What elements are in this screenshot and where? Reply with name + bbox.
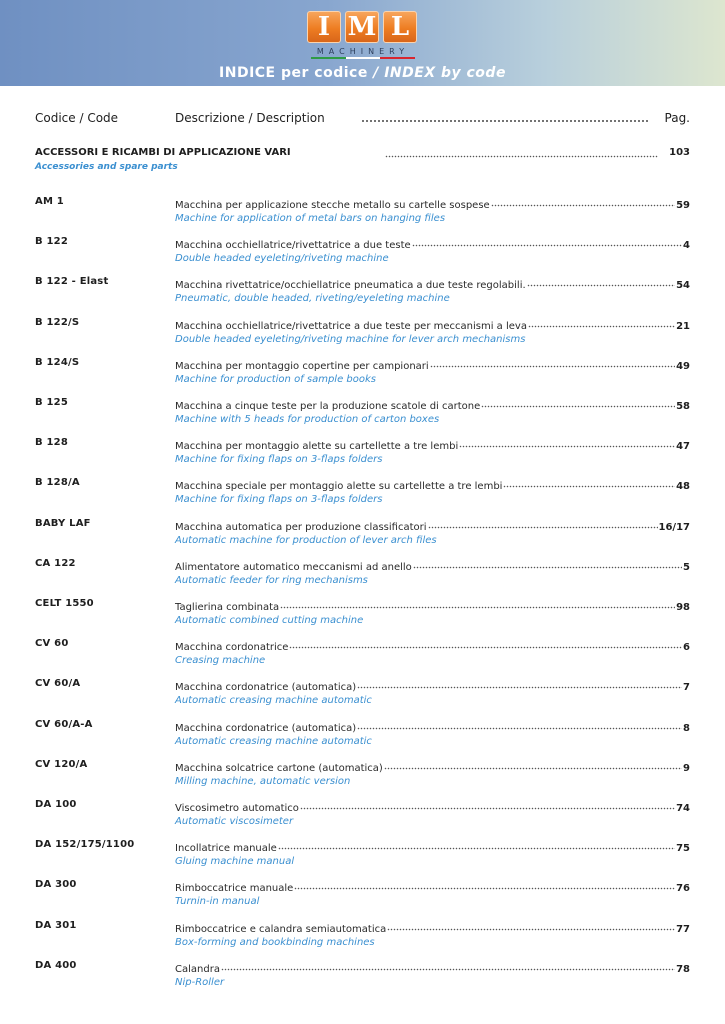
entry-page-number: 21 [676,320,690,332]
entry-english-description: Machine for fixing flaps on 3-flaps folders [175,454,383,466]
entry-code: DA 152/175/1100 [35,839,135,851]
entry-page-number: 78 [676,963,690,975]
entry-page-number: 54 [676,280,690,292]
column-code-header: Codice / Code [35,111,119,125]
entry-english-description: Automatic viscosimeter [175,816,294,827]
index-entry [35,839,690,879]
entry-page-number: 76 [676,883,690,895]
index-entry [35,960,690,1000]
index-entry [35,518,690,558]
entry-page-number: 8 [683,722,690,734]
index-entry [35,317,690,357]
entry-code: CV 60 [35,638,69,650]
title-it: INDICE [219,65,276,81]
entry-italian-line [175,317,690,331]
entry-italian-line [175,276,690,290]
dot-leader [278,839,675,851]
entry-english-description: Automatic machine for production of lever arch files [175,534,437,546]
dot-leader [221,960,675,972]
index-entry [35,920,690,960]
entry-code: B 122/S [35,316,80,328]
title-en: INDEX [384,65,436,81]
entry-italian-description: Macchina rivettatrice/occhiellatrice pneumatica a due teste regolabili. [175,280,526,292]
index-entry [35,236,690,276]
title-it-sub: per codice [281,65,368,81]
entry-page-number: 49 [676,360,690,372]
entry-italian-line [175,397,690,411]
entry-page-number: 75 [676,843,690,855]
index-entry [35,799,690,839]
entry-italian-description: Rimboccatrice manuale [175,883,294,895]
entry-italian-description: Macchina solcatrice cartone (automatica) [175,762,383,774]
index-entry [35,759,690,799]
entry-english-description: Machine for application of metal bars on hanging files [175,213,446,224]
entry-english-description: Machine with 5 heads for production of carton boxes [175,414,440,425]
page-title [0,65,725,81]
entry-english-description: Box-forming and bookbinding machines [175,936,375,948]
entry-code: B 124/S [35,356,80,368]
dot-leader [527,276,675,288]
dot-leader [280,598,675,610]
logo-subtitle: MACHINERY [316,47,410,56]
entry-italian-description: Macchina per montaggio copertine per campionari [175,360,429,372]
entry-english-description: Double headed eyeleting/riveting machine for lever arch mechanisms [175,333,526,345]
logo-letter: I [307,11,341,43]
section-title: ACCESSORI E RICAMBI DI APPLICAZIONE VARI [35,147,291,158]
entry-page-number: 48 [676,481,690,493]
index-entry [35,638,690,678]
entry-code: B 128 [35,437,68,449]
entry-code: DA 300 [35,879,77,891]
section-page-number: 103 [669,147,690,158]
index-entry [35,477,690,517]
entry-page-number: 6 [683,642,690,654]
entry-code: AM 1 [35,196,64,207]
entry-english-description: Creasing machine [175,655,266,667]
entry-italian-line [175,759,690,773]
entry-code: B 125 [35,397,68,408]
entry-italian-description: Taglierina combinata [175,602,280,613]
dot-leader [357,719,682,731]
entry-italian-line [175,879,690,893]
entry-english-description: Automatic creasing machine automatic [175,695,372,707]
iml-logo [307,11,419,59]
dot-leader [361,113,650,125]
index-entry [35,397,690,437]
entry-english-description: Turnin-in manual [175,896,260,908]
entry-code: DA 400 [35,959,77,971]
entry-english-description: Milling machine, automatic version [175,775,351,787]
index-entry [35,598,690,638]
entry-italian-description: Macchina automatica per produzione classificatori [175,521,427,533]
entry-italian-line [175,236,690,250]
entry-page-number: 58 [676,401,690,412]
entry-italian-description: Incollatrice manuale [175,843,277,855]
entry-english-description: Machine for fixing flaps on 3-flaps folders [175,494,383,506]
entry-page-number: 59 [676,200,690,211]
entry-italian-description: Alimentatore automatico meccanismi ad anello [175,561,412,573]
entry-code: CV 60/A [35,678,81,690]
section-subtitle: Accessories and spare parts [35,162,178,172]
entry-english-description: Double headed eyeleting/riveting machine [175,253,389,265]
dot-leader [481,397,675,409]
entry-code: DA 301 [35,919,77,931]
index-entry [35,558,690,598]
entry-italian-description: Macchina cordonatrice (automatica) [175,682,357,694]
entry-italian-line [175,719,690,733]
entry-english-description: Nip-Roller [175,976,225,988]
index-entry [35,719,690,759]
entry-italian-description: Macchina speciale per montaggio alette su cartellette a tre lembi [175,481,503,493]
entry-italian-line [175,357,690,371]
entry-italian-line [175,799,690,813]
section-entry [35,147,690,177]
entry-italian-description: Macchina cordonatrice [175,642,289,654]
entry-code: CV 120/A [35,758,88,770]
entry-italian-line [175,638,690,652]
index-entry [35,276,690,316]
entry-italian-description: Rimboccatrice e calandra semiautomatica [175,923,387,935]
dot-leader [413,558,682,570]
entry-code: DA 100 [35,799,77,810]
page-header [0,0,725,86]
entry-english-description: Gluing machine manual [175,856,295,868]
entry-english-description: Automatic creasing machine automatic [175,735,372,747]
index-entry [35,879,690,919]
entry-code: B 122 [35,236,68,248]
entry-page-number: 47 [676,441,690,453]
entry-italian-description: Macchina per montaggio alette su cartellette a tre lembi [175,441,459,453]
entry-code: CELT 1550 [35,598,94,609]
entry-code: CA 122 [35,557,76,569]
entry-page-number: 77 [676,923,690,935]
dot-leader [357,678,682,690]
entry-italian-description: Macchina occhiellatrice/rivettatrice a due teste per meccanismi a leva [175,320,527,332]
entry-italian-description: Macchina cordonatrice (automatica) [175,722,357,734]
dot-leader [503,477,675,489]
index-entry [35,437,690,477]
entry-italian-line [175,437,690,451]
entry-english-description: Automatic combined cutting machine [175,615,364,626]
entry-italian-line [175,518,690,532]
entry-italian-line [175,477,690,491]
italian-flag-stripe [311,57,415,59]
entry-page-number: 5 [683,561,690,573]
dot-leader [412,236,682,248]
entry-page-number: 98 [676,602,690,613]
title-en-sub: by code [440,65,506,81]
entry-italian-line [175,920,690,934]
entry-italian-description: Macchina a cinque teste per la produzione scatole di cartone [175,401,481,412]
dot-leader [430,357,675,369]
dot-leader [528,317,675,329]
entry-english-description: Machine for production of sample books [175,373,377,385]
dot-leader [428,518,658,530]
index-entry [35,678,690,718]
entry-page-number: 9 [683,762,690,774]
dot-leader [387,920,675,932]
dot-leader [491,196,675,208]
entry-italian-line [175,196,690,210]
dot-leader [459,437,675,449]
column-page-header: Pag. [664,111,690,125]
entry-italian-description: Calandra [175,963,220,975]
entry-english-description: Automatic feeder for ring mechanisms [175,574,368,586]
entry-code: B 128/A [35,477,80,489]
entry-italian-description: Macchina per applicazione stecche metallo su cartelle sospese [175,200,490,211]
entry-italian-line [175,960,690,974]
entry-italian-line [175,558,690,572]
entry-italian-description: Macchina occhiellatrice/rivettatrice a due teste [175,240,411,252]
entry-italian-line [175,839,690,853]
dot-leader [300,799,675,811]
entry-english-description: Pneumatic, double headed, riveting/eyeleting machine [175,293,450,305]
dot-leader [289,638,682,650]
logo-letter: L [383,11,417,43]
entry-page-number: 16/17 [658,521,690,533]
dot-leader [384,759,682,771]
entry-page-number: 4 [683,240,690,252]
entry-page-number: 74 [676,803,690,814]
entry-code: BABY LAF [35,517,91,529]
index-entry [35,196,690,236]
entry-code: CV 60/A-A [35,718,93,730]
entry-code: B 122 - Elast [35,276,109,288]
title-separator: / [373,65,379,81]
entry-italian-line [175,598,690,612]
dot-leader [294,879,675,891]
column-description-header: Descrizione / Description [175,111,325,125]
entry-italian-line [175,678,690,692]
entry-page-number: 7 [683,682,690,694]
entry-italian-description: Viscosimetro automatico [175,803,299,814]
logo-letter: M [345,11,379,43]
index-entry [35,357,690,397]
dot-leader [385,147,658,159]
